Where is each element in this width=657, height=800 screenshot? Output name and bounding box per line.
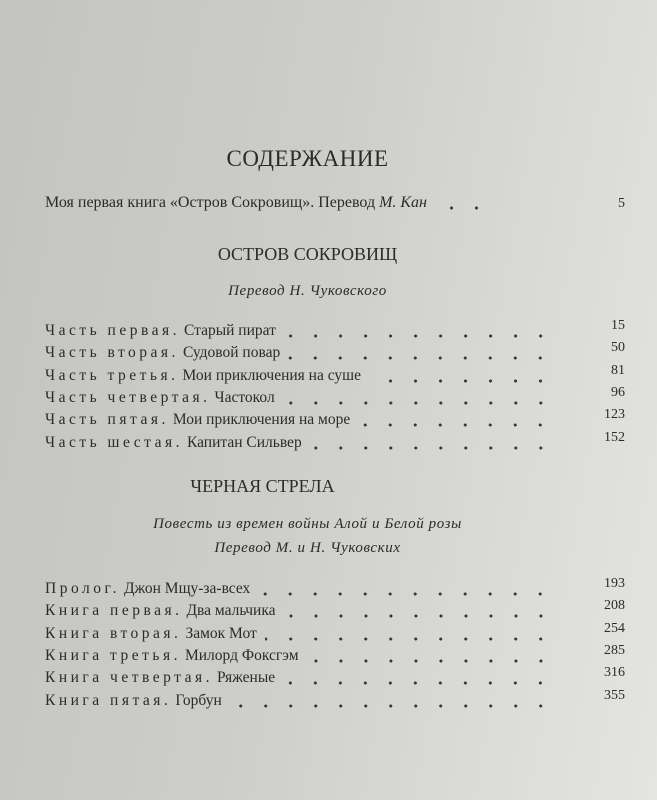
entry-part: Книга пятая. — [45, 691, 172, 709]
toc-entry — [45, 621, 625, 643]
toc-entry — [45, 665, 625, 687]
entry-title: Мои приключения на море — [172, 411, 351, 429]
entry-part: Книга первая. — [45, 602, 183, 620]
entry-part: Книга третья. — [45, 646, 181, 664]
dot-leader — [307, 643, 557, 665]
entry-title: Замок Мот — [185, 624, 257, 642]
translator-note: Перевод М. и Н. Чуковских — [214, 540, 401, 556]
page-number: 193 — [604, 576, 625, 591]
dot-leader — [433, 190, 493, 212]
page-number: 316 — [604, 665, 625, 681]
entry-title: Милорд Фоксгэм — [184, 646, 299, 664]
dot-leader — [265, 621, 557, 643]
toc-entry — [45, 688, 625, 710]
page-number: 5 — [618, 196, 625, 211]
page-number: 285 — [604, 642, 625, 658]
entry-title: Горбун — [175, 691, 222, 709]
page-number: 208 — [604, 598, 625, 614]
section-subtitle: Повесть из времен войны Алой и Белой розы — [153, 516, 462, 532]
section-heading: ЧЕРНАЯ СТРЕЛА — [190, 476, 335, 496]
page-number: 81 — [611, 362, 625, 378]
entry-title: Мои приключения на суше — [182, 366, 361, 384]
dot-leader — [288, 340, 557, 362]
page-number: 15 — [611, 318, 625, 333]
dot-leader — [369, 363, 557, 385]
toc-entry — [45, 318, 625, 340]
entry-title: Два мальчика — [186, 602, 276, 620]
toc-entry — [45, 576, 625, 598]
entry-title: Ряженые — [217, 669, 276, 687]
dot-leader — [258, 576, 557, 598]
toc-entry-intro — [45, 190, 625, 212]
entry-title: Старый пират — [183, 322, 276, 339]
entry-part: Часть третья. — [45, 366, 179, 384]
toc-entry — [45, 363, 625, 385]
section-heading: ОСТРОВ СОКРОВИЩ — [217, 244, 398, 264]
entry-title: Джон Мщу-за-всех — [123, 580, 251, 597]
entry-part: Часть пятая. — [45, 411, 169, 429]
page-title: СОДЕРЖАНИЕ — [226, 146, 389, 171]
dot-leader — [283, 385, 557, 407]
translator-note: Перевод Н. Чуковского — [228, 283, 387, 299]
page-number: 355 — [604, 687, 625, 703]
entry-title: Частокол — [214, 388, 275, 406]
page-number: 96 — [611, 384, 625, 400]
toc-entry — [45, 643, 625, 665]
dot-leader — [284, 318, 557, 340]
entry-author: М. Кан — [379, 194, 427, 211]
entry-title: Судовой повар — [182, 344, 281, 362]
page-number: 254 — [604, 620, 625, 636]
entry-part: Книга вторая. — [45, 624, 182, 642]
dot-leader — [230, 688, 557, 710]
entry-part: Часть вторая. — [45, 344, 179, 362]
page-number: 152 — [604, 429, 625, 445]
page-number: 123 — [604, 407, 625, 423]
dot-leader — [358, 407, 557, 429]
entry-part: Книга четвертая. — [45, 669, 213, 687]
entry-part: Пролог. — [45, 580, 120, 597]
entry-title: Моя первая книга «Остров Сокровищ». Перевод — [45, 194, 380, 211]
page-number: 50 — [611, 340, 625, 356]
dot-leader — [310, 430, 557, 452]
toc-entry — [45, 598, 625, 620]
toc-entry — [45, 407, 625, 429]
toc-entry — [45, 430, 625, 452]
entry-part: Часть шестая. — [45, 433, 183, 451]
dot-leader — [284, 598, 557, 620]
dot-leader — [283, 665, 557, 687]
entry-part: Часть первая. — [45, 322, 180, 339]
entry-title: Капитан Сильвер — [186, 433, 302, 451]
toc-entry — [45, 385, 625, 407]
entry-part: Часть четвертая. — [45, 388, 211, 406]
toc-entry — [45, 340, 625, 362]
